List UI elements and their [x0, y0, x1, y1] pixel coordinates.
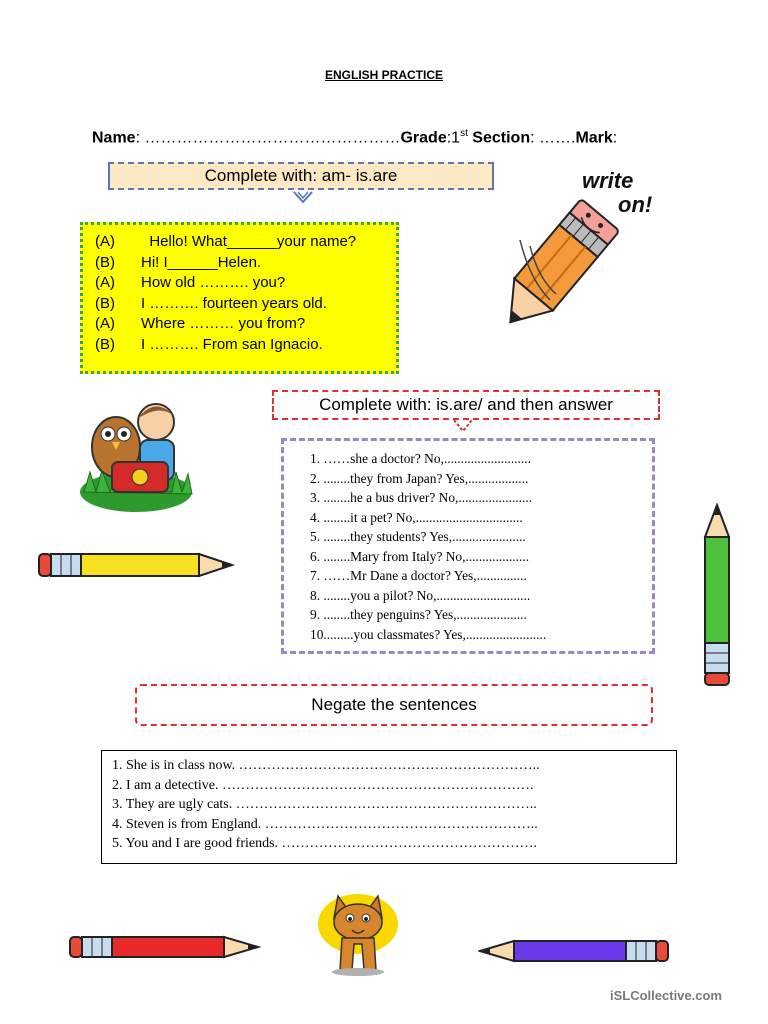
question-list	[281, 438, 655, 654]
blue-pencil-icon	[478, 937, 670, 967]
list-item: 2. I am a detective. ………………………………………………………….	[112, 777, 534, 793]
dialogue-line: (B) Hi! I______Helen.	[95, 253, 262, 271]
dialogue-line: (A) How old ………. you?	[95, 274, 286, 291]
list-item: 4. Steven is from England. …………………………………………………..	[112, 816, 538, 832]
list-item: 9. ........they penguins? Yes,.....................	[310, 607, 527, 622]
list-item: 2. ........they from Japan? Yes,..................	[310, 470, 529, 486]
grade-label: Grade	[400, 129, 447, 147]
student-info-line	[92, 128, 617, 147]
list-item: 8. ........you a pilot? No,............................	[310, 587, 531, 603]
dialogue-box	[80, 222, 399, 374]
list-item: 10.........you classmates? Yes,........................	[310, 626, 547, 642]
list-item: 3. They are ugly cats. ………………………………………………………..	[112, 797, 537, 812]
yellow-pencil-icon	[36, 550, 236, 582]
footer-watermark: iSLCollective.com	[610, 988, 722, 1003]
exercise2-instruction: Complete with: is.are/ and then answer	[272, 390, 660, 420]
green-pencil-icon	[700, 503, 734, 689]
dialogue-line: (B) I ………. From san Ignacio.	[95, 335, 323, 353]
list-item: 4. ........it a pet? No,................................	[310, 509, 523, 525]
writeon-word-1: write	[582, 168, 634, 193]
dialogue-line: (B) I ………. fourteen years old.	[95, 294, 327, 312]
cat-illustration	[312, 882, 404, 978]
list-item: 6. ........Mary from Italy? No,...................	[310, 548, 530, 564]
grade-value: :1	[446, 129, 461, 147]
list-item: 1. ……she a doctor? No,..........................	[310, 451, 531, 466]
name-label: Name	[92, 129, 136, 147]
write-on-pencil-illustration	[500, 160, 680, 335]
pointer-icon	[452, 419, 474, 433]
dialogue-line: (A) Where ……… you from?	[95, 315, 306, 332]
mark-colon: :	[612, 129, 618, 147]
list-item: 1. She is in class now. ………………………………………………………..	[112, 758, 540, 773]
list-item: 5. You and I are good friends. ……………………………………………….	[112, 836, 538, 851]
section-blank: : …….	[530, 129, 576, 147]
grade-sup: st	[460, 128, 468, 139]
kid-and-owl-illustration	[76, 392, 196, 520]
page-title: ENGLISH PRACTICE	[324, 68, 443, 82]
red-pencil-icon	[68, 933, 262, 963]
sentence-table	[101, 750, 677, 864]
list-item: 5. ........they students? Yes,......................	[310, 529, 526, 544]
down-arrow-icon	[292, 190, 314, 206]
exercise3-instruction: Negate the sentences	[135, 684, 653, 726]
exercise1-instruction: Complete with: am- is.are	[108, 162, 494, 190]
mark-label: Mark	[575, 129, 613, 147]
writeon-word-2: on!	[618, 192, 653, 217]
list-item: 3. ........he a bus driver? No,......................	[310, 490, 533, 505]
name-blank: : …………………………………………	[135, 129, 401, 147]
list-item: 7. ……Mr Dane a doctor? Yes,...............	[310, 568, 527, 583]
section-label: Section	[472, 129, 531, 147]
dialogue-line: (A) Hello! What______your name?	[95, 233, 357, 250]
